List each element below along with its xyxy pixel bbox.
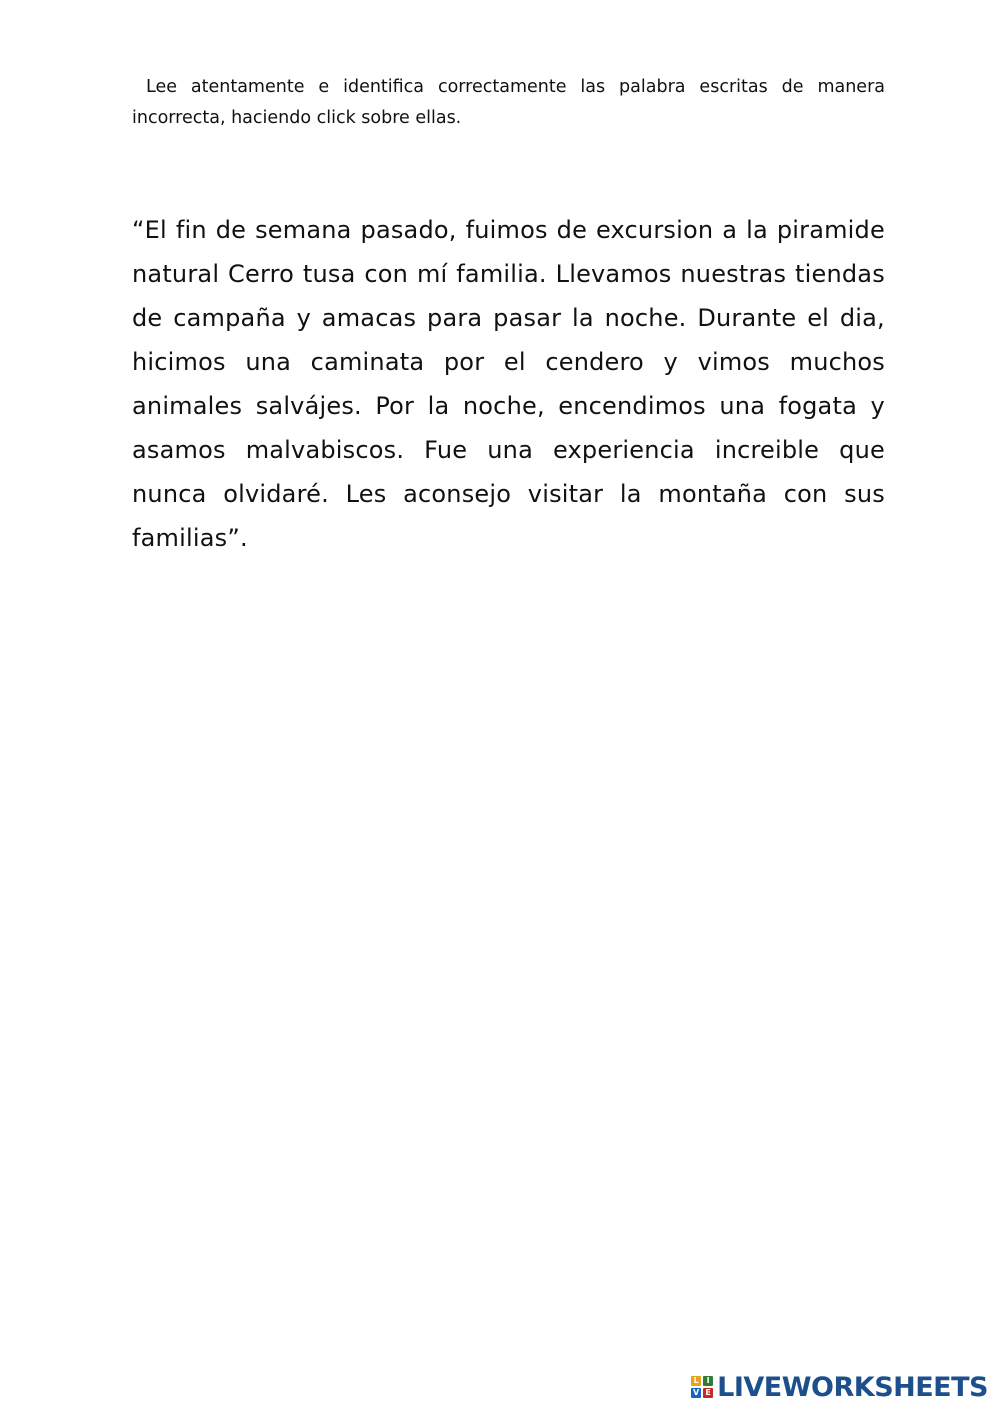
logo-tile: I [703,1376,713,1386]
passage-word[interactable]: hicimos [132,348,226,376]
passage-word[interactable]: caminata [310,348,425,376]
passage-word[interactable]: con [364,260,409,288]
passage-word[interactable]: malvabiscos. [245,436,405,464]
passage-word[interactable]: noche, [462,392,545,420]
passage-word[interactable]: pasar [493,304,562,332]
passage-word[interactable]: amacas [321,304,417,332]
passage-word[interactable]: Cerro [228,260,295,288]
passage-word[interactable]: cendero [545,348,644,376]
passage-word[interactable]: la [746,216,768,244]
passage-word[interactable]: Fue [424,436,468,464]
passage-word[interactable]: para [427,304,483,332]
passage-word[interactable]: sus [844,480,885,508]
passage-word[interactable]: y [870,392,885,420]
passage-word[interactable]: el [807,304,830,332]
passage-word[interactable]: el [503,348,526,376]
passage-word[interactable]: a [722,216,738,244]
passage-word[interactable]: natural [132,260,220,288]
passage-word[interactable]: salvájes. [255,392,362,420]
passage-word[interactable]: semana [255,216,352,244]
passage-word[interactable]: la [427,392,450,420]
passage-word[interactable]: piramide [776,216,885,244]
passage-word[interactable]: una [245,348,292,376]
passage-word[interactable]: una [487,436,533,464]
passage-word[interactable]: Durante [697,304,797,332]
passage-word[interactable]: nunca [132,480,207,508]
passage-word[interactable]: familias”. [132,524,248,552]
brand-wordmark: LIVEWORKSHEETS [717,1371,988,1403]
passage-word[interactable]: montaña [658,480,768,508]
passage-word[interactable]: noche. [604,304,687,332]
passage-word[interactable]: la [619,480,642,508]
passage-word[interactable]: tiendas [795,260,885,288]
instructions-text: Lee atentamente e identifica correctamente las palabra escritas de manera incorrecta, haciendo click sobre ellas. [132,77,885,128]
logo-tile: V [693,1388,700,1397]
passage-word[interactable]: de [556,216,588,244]
passage-word[interactable]: increible [714,436,820,464]
passage-word[interactable]: la [572,304,594,332]
passage-word[interactable]: pasado, [360,216,457,244]
passage-word[interactable]: Por [375,392,415,420]
passage-word[interactable]: visitar [527,480,604,508]
passage-word[interactable]: encendimos [558,392,706,420]
passage-word[interactable]: y [663,348,678,376]
passage-word[interactable]: “El [132,216,167,244]
passage-word[interactable]: muchos [789,348,885,376]
passage-word[interactable]: con [783,480,828,508]
logo-tile: E [703,1388,713,1398]
passage-word[interactable]: fogata [778,392,857,420]
passage-word[interactable]: dia, [839,304,885,332]
passage-word[interactable]: mí [416,260,448,288]
passage-word[interactable]: animales [132,392,243,420]
passage-word[interactable]: olvidaré. [223,480,329,508]
passage-word[interactable]: por [443,348,485,376]
passage-word[interactable]: una [719,392,766,420]
passage-word[interactable]: excursion [596,216,714,244]
passage-word[interactable]: tusa [302,260,356,288]
liveworksheets-logo-icon [691,1376,713,1398]
passage-word[interactable]: Llevamos [555,260,672,288]
liveworksheets-brand [691,1372,988,1402]
passage-word[interactable]: y [296,304,311,332]
passage-word[interactable]: Les [345,480,387,508]
passage-word[interactable]: de [215,216,247,244]
passage-word[interactable]: fin [175,216,207,244]
passage-word[interactable]: familia. [456,260,547,288]
passage-word[interactable]: fuimos [465,216,548,244]
passage-word[interactable]: de [132,304,163,332]
passage-word[interactable]: campaña [173,304,286,332]
passage-word[interactable]: aconsejo [403,480,512,508]
passage-word[interactable]: experiencia [552,436,695,464]
reading-passage [132,208,885,560]
passage-word[interactable]: nuestras [680,260,787,288]
passage-word[interactable]: asamos [132,436,226,464]
passage-word[interactable]: que [839,436,885,464]
passage-word[interactable]: vimos [697,348,770,376]
logo-tile: L [691,1376,701,1386]
